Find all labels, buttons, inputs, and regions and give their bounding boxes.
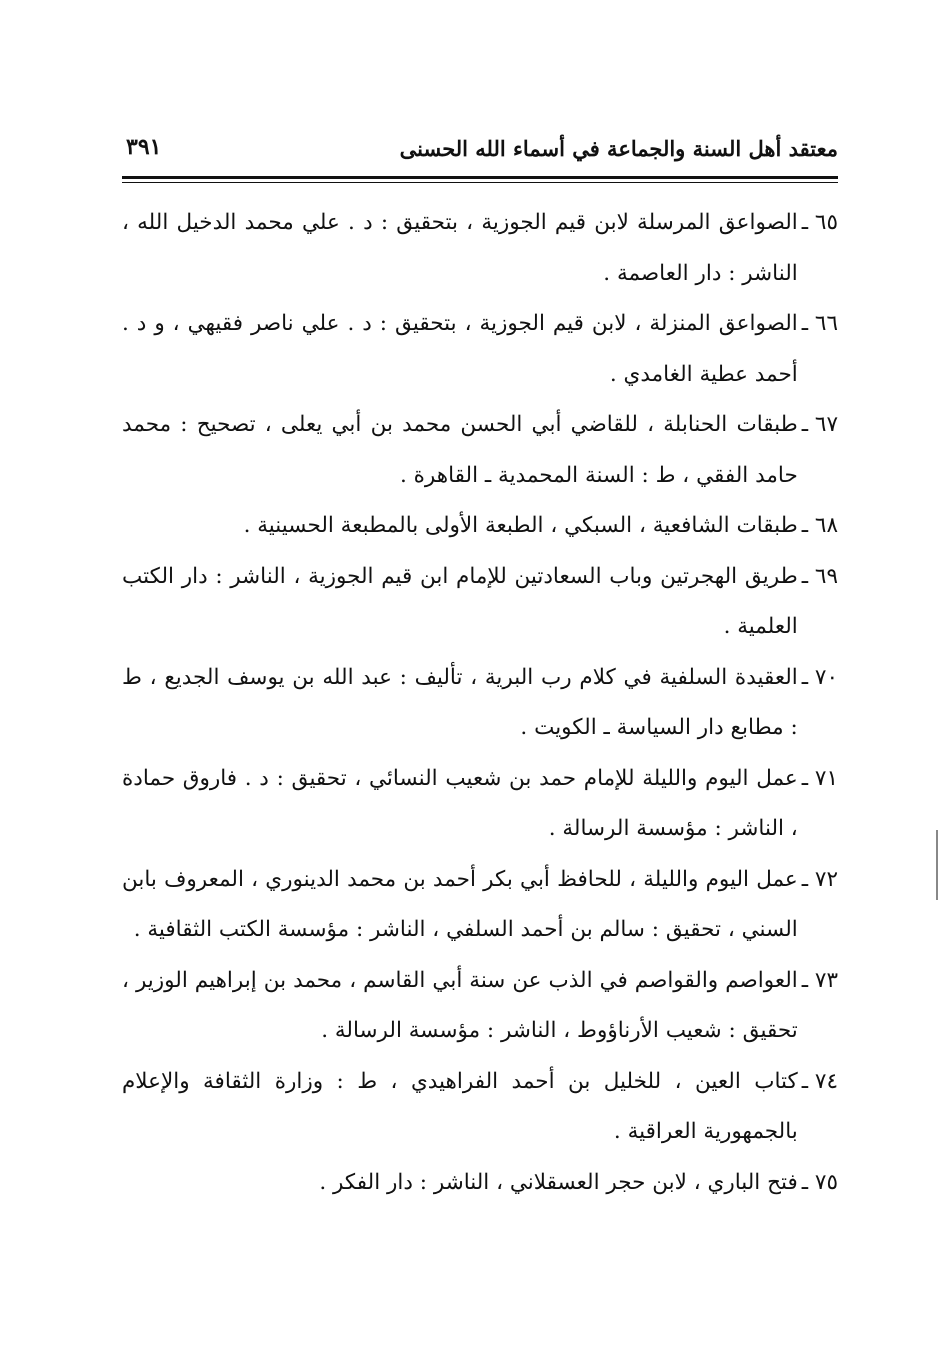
- entry-text: عمل اليوم والليلة ، للحافظ أبي بكر أحمد بن محمد الدينوري ، المعروف بابن السني ، تحقيق : سالم بن أحمد السلفي ، الناشر : مؤسسة الكتب الثقافية .: [122, 866, 798, 942]
- bibliography-list: [122, 198, 838, 1208]
- header-rule-thin: [122, 182, 838, 183]
- entry-number: ٧٥ ـ: [801, 1169, 838, 1195]
- entry-text: الصواعق المنزلة ، لابن قيم الجوزية ، بتحقيق : د . علي ناصر فقيهي ، و د . أحمد عطية الغامدي .: [122, 311, 798, 387]
- entry-number: ٧٣ ـ: [801, 967, 838, 993]
- entry-text: العقيدة السلفية في كلام رب البرية ، تأليف : عبد الله بن يوسف الجديع ، ط : مطابع دار السياسة ـ الكويت .: [122, 664, 798, 740]
- entry-number: ٦٩ ـ: [801, 563, 838, 589]
- entry-text: عمل اليوم والليلة للإمام حمد بن شعيب النسائي ، تحقيق : د . فاروق حمادة ، الناشر : مؤسسة الرسالة .: [122, 765, 798, 841]
- bibliography-entry-72: [122, 855, 838, 956]
- entry-number: ٧٢ ـ: [801, 866, 838, 892]
- running-title: معتقد أهل السنة والجماعة في أسماء الله الحسنى: [399, 136, 838, 161]
- bibliography-entry-66: [122, 299, 838, 400]
- entry-text: طبقات الحنابلة ، للقاضي أبي الحسن محمد بن أبي يعلى ، تصحيح : محمد حامد الفقي ، ط : السنة المحمدية ـ القاهرة .: [122, 412, 798, 488]
- entry-text: فتح الباري ، لابن حجر العسقلاني ، الناشر : دار الفكر .: [319, 1169, 798, 1195]
- bibliography-entry-70: [122, 653, 838, 754]
- bibliography-entry-71: [122, 754, 838, 855]
- entry-text: طريق الهجرتين وباب السعادتين للإمام ابن قيم الجوزية ، الناشر : دار الكتب العلمية .: [122, 563, 798, 639]
- page-header: [122, 126, 838, 170]
- scan-edge-mark: [936, 830, 938, 900]
- bibliography-entry-74: [122, 1057, 838, 1158]
- bibliography-entry-69: [122, 552, 838, 653]
- bibliography-entry-67: [122, 400, 838, 501]
- entry-number: ٧٤ ـ: [801, 1068, 838, 1094]
- entry-text: طبقات الشافعية ، السبكي ، الطبعة الأولى بالمطبعة الحسينية .: [243, 513, 798, 538]
- page-number: ٣٩١: [126, 134, 162, 160]
- bibliography-entry-75: [122, 1158, 838, 1209]
- entry-number: ٦٥ ـ: [801, 210, 838, 235]
- bibliography-entry-68: [122, 501, 838, 552]
- entry-number: ٧٠ ـ: [801, 664, 838, 690]
- entry-text: الصواعق المرسلة لابن قيم الجوزية ، بتحقيق : د . علي محمد الدخيل الله ، الناشر : دار العاصمة .: [122, 210, 798, 286]
- header-rule-thick: [122, 176, 838, 179]
- entry-number: ٦٨ ـ: [801, 513, 838, 538]
- entry-number: ٦٧ ـ: [801, 412, 838, 437]
- bibliography-entry-73: [122, 956, 838, 1057]
- entry-text: العواصم والقواصم في الذب عن سنة أبي القاسم ، محمد بن إبراهيم الوزير ، تحقيق : شعيب الأرناؤوط ، الناشر : مؤسسة الرسالة .: [122, 967, 798, 1043]
- entry-text: كتاب العين ، للخليل بن أحمد الفراهيدي ، ط : وزارة الثقافة والإعلام بالجمهورية العراقية .: [122, 1068, 798, 1144]
- bibliography-entry-65: [122, 198, 838, 299]
- entry-number: ٦٦ ـ: [801, 311, 838, 336]
- entry-number: ٧١ ـ: [801, 765, 838, 791]
